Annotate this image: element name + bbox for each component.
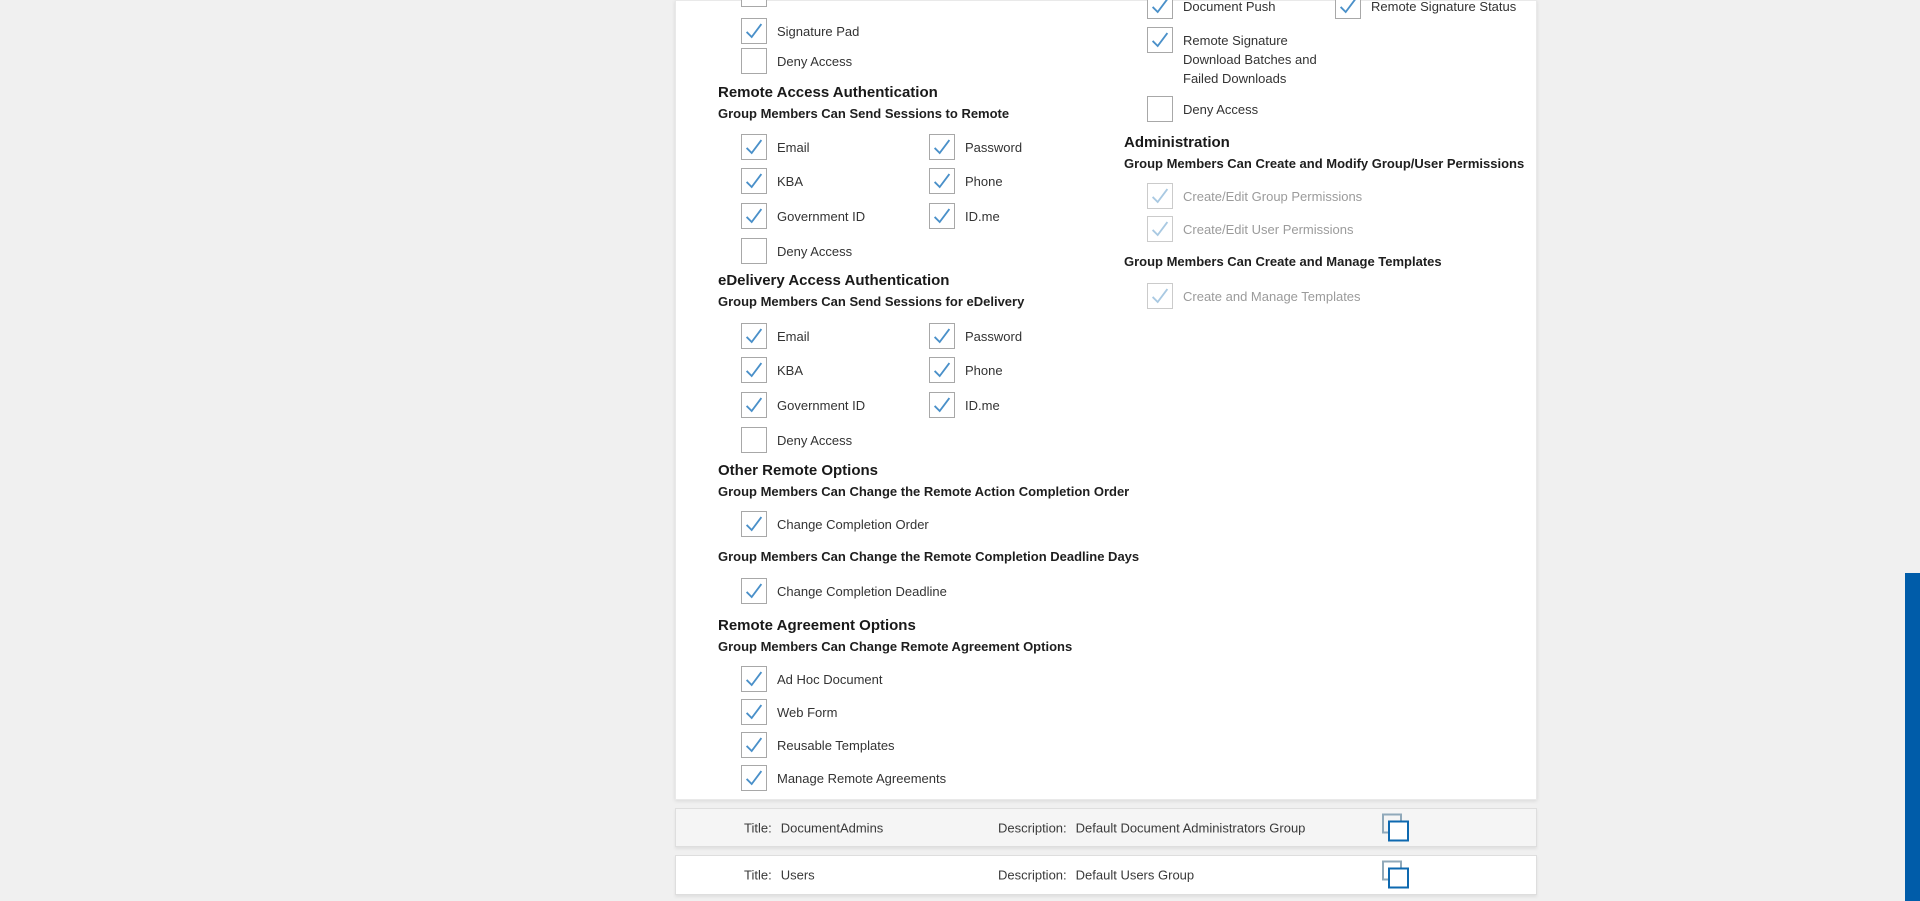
ad-hoc-document-label: Ad Hoc Document: [777, 671, 883, 687]
subheader-create-and-manage-templates: Group Members Can Create and Manage Templates: [1124, 254, 1442, 269]
section-header-remote-access-authentication: Remote Access Authentication: [718, 84, 938, 101]
deny-access-remote-checkbox[interactable]: [741, 238, 767, 264]
create-edit-user-permissions-label: Create/Edit User Permissions: [1183, 221, 1354, 237]
email-label: Email: [777, 139, 810, 155]
signature-pad-checkbox[interactable]: [741, 18, 767, 44]
deny-access-edelivery-checkbox[interactable]: [741, 427, 767, 453]
document-push-label: Document Push: [1183, 0, 1276, 14]
cutoff-top-checkbox[interactable]: [741, 0, 767, 7]
deny-access-signing-checkbox[interactable]: [741, 48, 767, 74]
web-form-label: Web Form: [777, 704, 838, 720]
deny-access-label: Deny Access: [777, 243, 853, 259]
copy-icon-front-square: [1388, 820, 1409, 841]
checkbox-row: [741, 732, 895, 758]
remote-signature-status-label: Remote Signature Status: [1371, 0, 1517, 14]
checkbox-row: [741, 357, 803, 383]
checkbox-row: [929, 323, 1022, 349]
government-id-label: Government ID: [777, 208, 866, 224]
group-permissions-panel: [675, 0, 1537, 800]
group-title: [744, 868, 815, 883]
copy-icon-front-square: [1388, 868, 1409, 889]
deny-access-label: Deny Access: [1183, 101, 1259, 117]
label-line: Failed Downloads: [1183, 71, 1287, 86]
checkbox-row: [741, 238, 852, 264]
deny-access-label: Deny Access: [777, 53, 853, 69]
group-title: [744, 820, 883, 835]
description-value: Default Users Group: [1075, 867, 1195, 883]
manage-remote-agreements-label: Manage Remote Agreements: [777, 770, 947, 786]
label-line: Download Batches and: [1183, 52, 1317, 67]
checkbox-row: [741, 427, 852, 453]
checkbox-row: [741, 203, 865, 229]
subheader-change-remote-agreement-options: Group Members Can Change Remote Agreement Options: [718, 639, 1073, 654]
section-header-edelivery-access-authentication: eDelivery Access Authentication: [718, 272, 950, 289]
manage-remote-agreements-checkbox[interactable]: [741, 765, 767, 791]
section-header-remote-agreement-options: Remote Agreement Options: [718, 617, 916, 634]
title-value: Users: [780, 867, 815, 883]
password-label: Password: [965, 139, 1023, 155]
idme-edelivery-checkbox[interactable]: [929, 392, 955, 418]
copy-group-icon[interactable]: [1382, 861, 1411, 890]
email-label: Email: [777, 328, 810, 344]
subheader-create-modify-group-user-permissions: Group Members Can Create and Modify Group/User Permissions: [1124, 156, 1525, 171]
description-value: Default Document Administrators Group: [1075, 820, 1306, 835]
phone-remote-checkbox[interactable]: [929, 168, 955, 194]
idme-label: ID.me: [965, 208, 1000, 224]
checkbox-row: [741, 48, 852, 74]
checkbox-row: [741, 18, 859, 44]
checkbox-row: [1147, 27, 1317, 88]
subheader-change-remote-completion-deadline-days: Group Members Can Change the Remote Completion Deadline Days: [718, 549, 1140, 564]
government-id-label: Government ID: [777, 397, 866, 413]
government-id-edelivery-checkbox[interactable]: [741, 392, 767, 418]
checkbox-row: [929, 392, 1000, 418]
scrollbar-thumb[interactable]: [1905, 573, 1920, 901]
checkbox-row: [1147, 0, 1276, 19]
web-form-checkbox[interactable]: [741, 699, 767, 725]
checkbox-row: [1147, 216, 1354, 242]
create-edit-group-permissions-label: Create/Edit Group Permissions: [1183, 188, 1363, 204]
checkbox-row: [741, 323, 810, 349]
title-value: DocumentAdmins: [780, 820, 884, 835]
password-label: Password: [965, 328, 1023, 344]
checkbox-row: [929, 134, 1022, 160]
kba-label: KBA: [777, 173, 804, 189]
checkbox-row: [929, 357, 1003, 383]
group-description: [998, 820, 1305, 835]
change-completion-deadline-label: Change Completion Deadline: [777, 583, 947, 599]
checkbox-row: [1147, 283, 1361, 309]
checkbox-row: [741, 765, 946, 791]
remote-signature-downloads-checkbox[interactable]: [1147, 27, 1173, 53]
change-completion-order-label: Change Completion Order: [777, 516, 929, 532]
checkbox-row: [741, 0, 767, 7]
title-label: Title:: [744, 867, 772, 883]
subheader-send-sessions-for-edelivery: Group Members Can Send Sessions for eDelivery: [718, 294, 1025, 309]
government-id-remote-checkbox[interactable]: [741, 203, 767, 229]
group-row-documentadmins: [675, 808, 1537, 847]
remote-signature-status-checkbox[interactable]: [1335, 0, 1361, 19]
phone-label: Phone: [965, 362, 1003, 378]
create-and-manage-templates-label: Create and Manage Templates: [1183, 288, 1361, 304]
create-and-manage-templates-checkbox: [1147, 283, 1173, 309]
group-row-users: [675, 855, 1537, 895]
subheader-change-remote-action-completion-order: Group Members Can Change the Remote Action Completion Order: [718, 484, 1130, 499]
section-header-other-remote-options: Other Remote Options: [718, 462, 879, 479]
checkbox-row: [741, 511, 929, 537]
change-completion-deadline-checkbox[interactable]: [741, 578, 767, 604]
password-edelivery-checkbox[interactable]: [929, 323, 955, 349]
idme-label: ID.me: [965, 397, 1000, 413]
idme-remote-checkbox[interactable]: [929, 203, 955, 229]
checkbox-row: [1147, 183, 1362, 209]
checkbox-row: [1335, 0, 1516, 19]
kba-remote-checkbox[interactable]: [741, 168, 767, 194]
label-line: Remote Signature: [1183, 33, 1288, 48]
phone-label: Phone: [965, 173, 1003, 189]
checkbox-row: [741, 666, 883, 692]
create-edit-user-permissions-checkbox: [1147, 216, 1173, 242]
checkbox-row: [741, 699, 837, 725]
checkbox-row: [741, 134, 810, 160]
checkbox-row: [929, 203, 1000, 229]
ad-hoc-document-checkbox[interactable]: [741, 666, 767, 692]
checkbox-row: [741, 392, 865, 418]
checkbox-row: [741, 578, 947, 604]
create-edit-group-permissions-checkbox: [1147, 183, 1173, 209]
signature-pad-label: Signature Pad: [777, 23, 860, 39]
remote-signature-downloads-label: [1183, 31, 1317, 88]
description-label: Description:: [998, 820, 1067, 835]
checkbox-row: [1147, 96, 1258, 122]
change-completion-order-checkbox[interactable]: [741, 511, 767, 537]
checkbox-row: [929, 168, 1003, 194]
group-description: [998, 868, 1194, 883]
phone-edelivery-checkbox[interactable]: [929, 357, 955, 383]
checkbox-row: [741, 168, 803, 194]
document-push-checkbox[interactable]: [1147, 0, 1173, 19]
subheader-send-sessions-to-remote: Group Members Can Send Sessions to Remote: [718, 106, 1010, 121]
password-remote-checkbox[interactable]: [929, 134, 955, 160]
reusable-templates-label: Reusable Templates: [777, 737, 895, 753]
reusable-templates-checkbox[interactable]: [741, 732, 767, 758]
email-edelivery-checkbox[interactable]: [741, 323, 767, 349]
deny-access-label: Deny Access: [777, 432, 853, 448]
description-label: Description:: [998, 867, 1067, 883]
kba-edelivery-checkbox[interactable]: [741, 357, 767, 383]
deny-access-push-checkbox[interactable]: [1147, 96, 1173, 122]
copy-group-icon[interactable]: [1382, 813, 1411, 842]
kba-label: KBA: [777, 362, 804, 378]
title-label: Title:: [744, 820, 772, 835]
section-header-administration: Administration: [1124, 134, 1230, 151]
email-remote-checkbox[interactable]: [741, 134, 767, 160]
